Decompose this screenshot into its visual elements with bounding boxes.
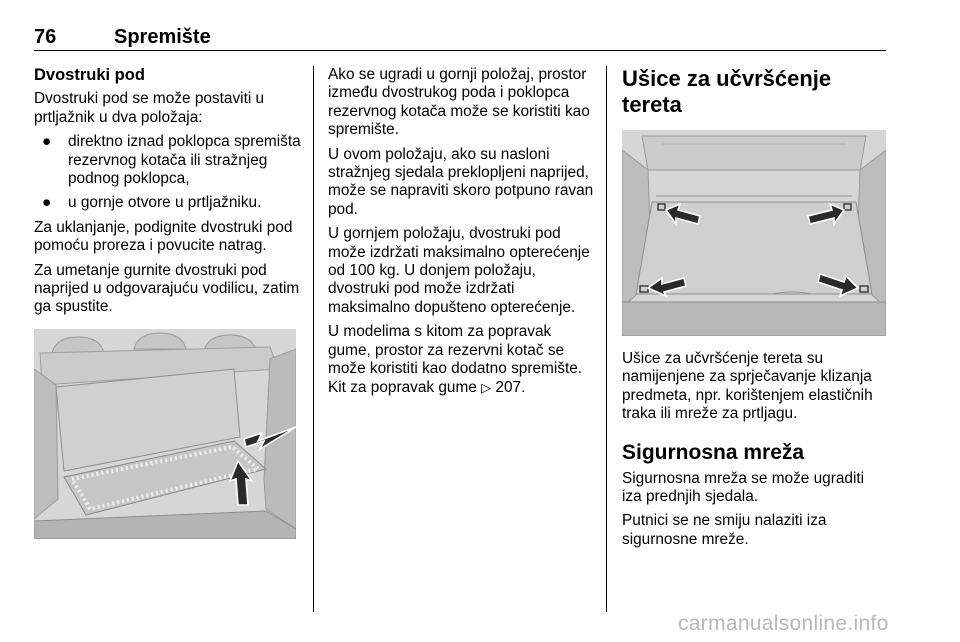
paragraph: Za umetanje gurnite dvostruki pod naprijed u odgovarajuću vodilicu, zatim ga spustite. (34, 261, 300, 316)
bullet-list (34, 133, 302, 213)
page-reference-icon: ▷ (481, 379, 492, 395)
double-floor-illustration (34, 329, 296, 539)
bullet-icon: ● (42, 133, 52, 151)
column-1 (34, 62, 302, 539)
running-title: Spremište (114, 26, 211, 48)
watermark: carmanualsonline.info (678, 612, 889, 635)
bullet-icon: ● (42, 194, 52, 212)
paragraph: Putnici se ne smiju nalaziti iza sigurnosne mreže. (622, 512, 827, 548)
paragraph: Sigurnosna mreža se može ugraditi iza prednjih sjedala. (622, 469, 865, 506)
list-item: ● direktno iznad poklopca spremišta rezervnog kotača ili stražnjeg podnog poklopca, (42, 133, 301, 188)
paragraph: U ovom položaju, ako su nasloni stražnjeg sjedala preklopljeni naprijed, može se napraviti skoro potpuno ravan pod. (328, 145, 594, 218)
list-item: ● u gornje otvore u prtljažniku. (42, 194, 262, 212)
paragraph: Ako se ugradi u gornji položaj, prostor između dvostrukog poda i poklopca rezervnog kotača može se koristiti kao spremište. (328, 66, 590, 139)
page-header (34, 24, 886, 51)
column-divider-2 (606, 66, 607, 612)
section-heading-double-floor: Dvostruki pod (34, 66, 145, 84)
page-reference[interactable]: 207. (495, 378, 526, 396)
paragraph: Za uklanjanje, podignite dvostruki pod pomoću proreza i povucite natrag. (34, 218, 293, 255)
paragraph: Dvostruki pod se može postaviti u prtljažnik u dva položaja: (34, 90, 265, 126)
section-heading-safety-net: Sigurnosna mreža (622, 440, 805, 464)
paragraph: U gornjem položaju, dvostruki pod može izdržati maksimalno opterećenje od 100 kg. U donjem položaju, dvostruki pod može izdržati maksimalno dopušteno opterećenje. (328, 225, 590, 316)
paragraph: Ušice za učvršćenje tereta su namijenjene za sprječavanje klizanja predmeta, npr. korištenjem elastičnih traka ili mreže za prtljagu. (622, 350, 873, 423)
column-3 (622, 66, 888, 555)
column-divider-1 (313, 66, 314, 612)
page-number: 76 (34, 26, 57, 48)
column-2 (328, 66, 594, 403)
section-heading-lashing-eyes: Ušice za učvršćenje tereta (622, 66, 832, 117)
lashing-eyes-illustration (622, 130, 886, 336)
paragraph: U modelima s kitom za popravak gume, prostor za rezervni kotač se može koristiti kao dodatno spremište. Kit za popravak gume ▷ 207. (328, 323, 583, 396)
